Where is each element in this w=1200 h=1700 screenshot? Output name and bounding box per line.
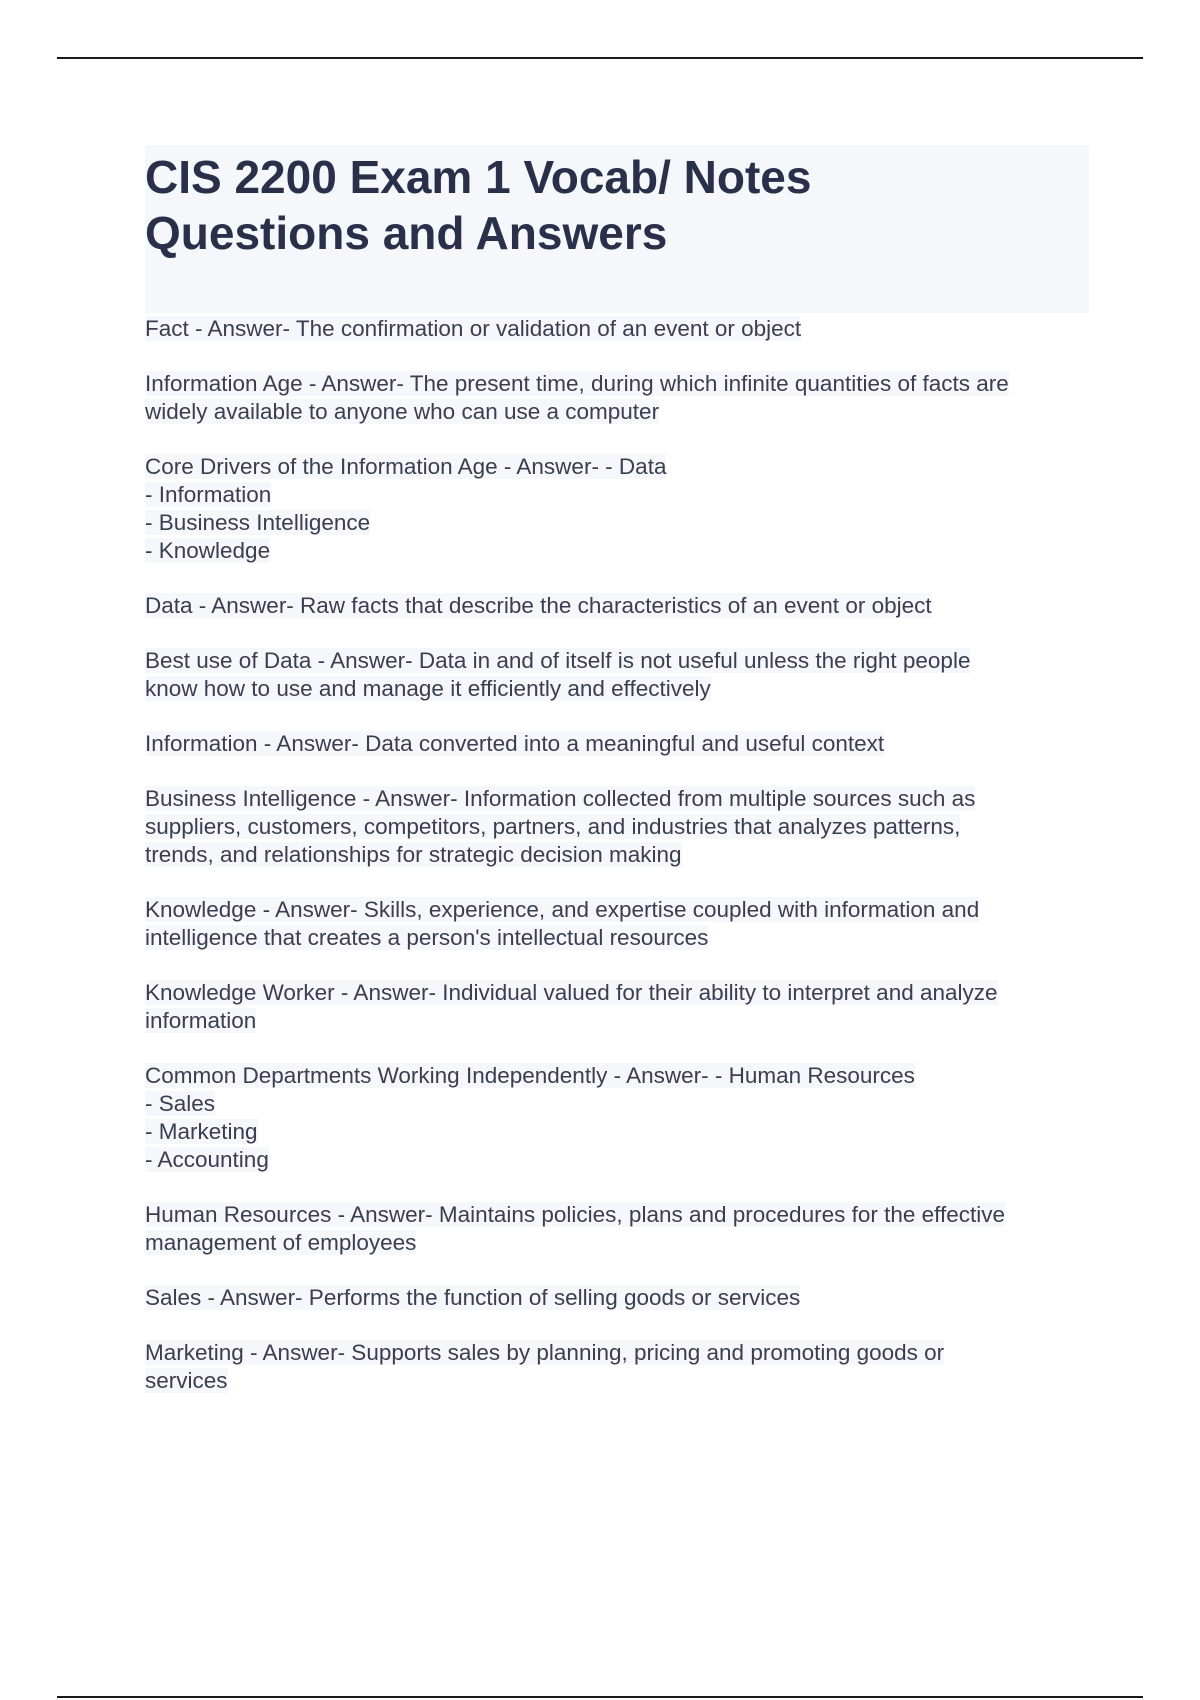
vocab-entry-line: [145, 785, 1089, 813]
document-title: [145, 149, 1089, 261]
vocab-entry-line: [145, 398, 1089, 426]
vocab-entry-text: Sales - Answer- Performs the function of selling goods or services: [145, 1285, 801, 1310]
vocab-entry-text: Core Drivers of the Information Age - Answer- - Data: [145, 454, 667, 479]
vocab-entry-text: Data - Answer- Raw facts that describe the characteristics of an event or object: [145, 593, 932, 618]
vocab-entry-line: [145, 592, 1089, 620]
vocab-entry-line: [145, 1062, 1089, 1090]
vocab-entry-line: [145, 315, 1089, 343]
vocab-entry: [145, 730, 1089, 758]
vocab-entry-text: Marketing - Answer- Supports sales by planning, pricing and promoting goods or: [145, 1340, 945, 1365]
vocab-entry-line: [145, 1146, 1089, 1174]
vocab-entry-line: [145, 896, 1089, 924]
vocab-entry: [145, 896, 1089, 952]
vocab-entry: [145, 1201, 1089, 1257]
title-line-2: Questions and Answers: [145, 207, 668, 259]
vocab-entry-text: - Information: [145, 482, 272, 507]
top-rule: [57, 57, 1143, 59]
vocab-entry-text: Human Resources - Answer- Maintains policies, plans and procedures for the effective: [145, 1202, 1006, 1227]
vocab-entry: [145, 370, 1089, 426]
vocab-entry-text: Best use of Data - Answer- Data in and of itself is not useful unless the right people: [145, 648, 971, 673]
vocab-entry: [145, 647, 1089, 703]
vocab-entry-text: - Sales: [145, 1091, 216, 1116]
vocab-entry-line: [145, 1229, 1089, 1257]
vocab-entry-text: Knowledge Worker - Answer- Individual valued for their ability to interpret and analyze: [145, 980, 998, 1005]
title-block: [145, 145, 1089, 313]
document-content: [145, 145, 1089, 1422]
vocab-entry: [145, 785, 1089, 869]
vocab-entry: [145, 1062, 1089, 1174]
vocab-list: [145, 315, 1089, 1395]
vocab-entry-text: Common Departments Working Independently - Answer- - Human Resources: [145, 1063, 915, 1088]
vocab-entry-line: [145, 481, 1089, 509]
vocab-entry-text: Information - Answer- Data converted into a meaningful and useful context: [145, 731, 885, 756]
vocab-entry-line: [145, 1367, 1089, 1395]
vocab-entry-line: [145, 813, 1089, 841]
vocab-entry: [145, 979, 1089, 1035]
vocab-entry-line: [145, 841, 1089, 869]
vocab-entry: [145, 1339, 1089, 1395]
vocab-entry-line: [145, 675, 1089, 703]
vocab-entry-line: [145, 647, 1089, 675]
vocab-entry: [145, 315, 1089, 343]
vocab-entry-text: Fact - Answer- The confirmation or validation of an event or object: [145, 316, 802, 341]
vocab-entry-line: [145, 1201, 1089, 1229]
vocab-entry-text: Information Age - Answer- The present time, during which infinite quantities of facts are: [145, 371, 1009, 396]
vocab-entry-text: suppliers, customers, competitors, partners, and industries that analyzes patterns,: [145, 814, 961, 839]
vocab-entry-text: - Accounting: [145, 1147, 269, 1172]
vocab-entry-line: [145, 979, 1089, 1007]
title-line-1: CIS 2200 Exam 1 Vocab/ Notes: [145, 151, 812, 203]
vocab-entry-line: [145, 1007, 1089, 1035]
vocab-entry-text: Knowledge - Answer- Skills, experience, and expertise coupled with information and: [145, 897, 980, 922]
vocab-entry-line: [145, 453, 1089, 481]
vocab-entry: [145, 1284, 1089, 1312]
vocab-entry-text: widely available to anyone who can use a computer: [145, 399, 660, 424]
vocab-entry-text: management of employees: [145, 1230, 417, 1255]
vocab-entry-line: [145, 1090, 1089, 1118]
bottom-rule: [57, 1696, 1143, 1698]
vocab-entry-text: - Knowledge: [145, 538, 271, 563]
vocab-entry-text: services: [145, 1368, 228, 1393]
vocab-entry-text: intelligence that creates a person's intellectual resources: [145, 925, 709, 950]
vocab-entry: [145, 592, 1089, 620]
vocab-entry-text: information: [145, 1008, 257, 1033]
vocab-entry-text: Business Intelligence - Answer- Information collected from multiple sources such as: [145, 786, 976, 811]
vocab-entry: [145, 453, 1089, 565]
vocab-entry-line: [145, 537, 1089, 565]
vocab-entry-text: - Marketing: [145, 1119, 258, 1144]
vocab-entry-line: [145, 1118, 1089, 1146]
vocab-entry-line: [145, 730, 1089, 758]
vocab-entry-line: [145, 1339, 1089, 1367]
vocab-entry-text: know how to use and manage it efficiently and effectively: [145, 676, 711, 701]
vocab-entry-text: - Business Intelligence: [145, 510, 371, 535]
vocab-entry-line: [145, 509, 1089, 537]
vocab-entry-line: [145, 924, 1089, 952]
vocab-entry-line: [145, 370, 1089, 398]
vocab-entry-line: [145, 1284, 1089, 1312]
vocab-entry-text: trends, and relationships for strategic decision making: [145, 842, 682, 867]
